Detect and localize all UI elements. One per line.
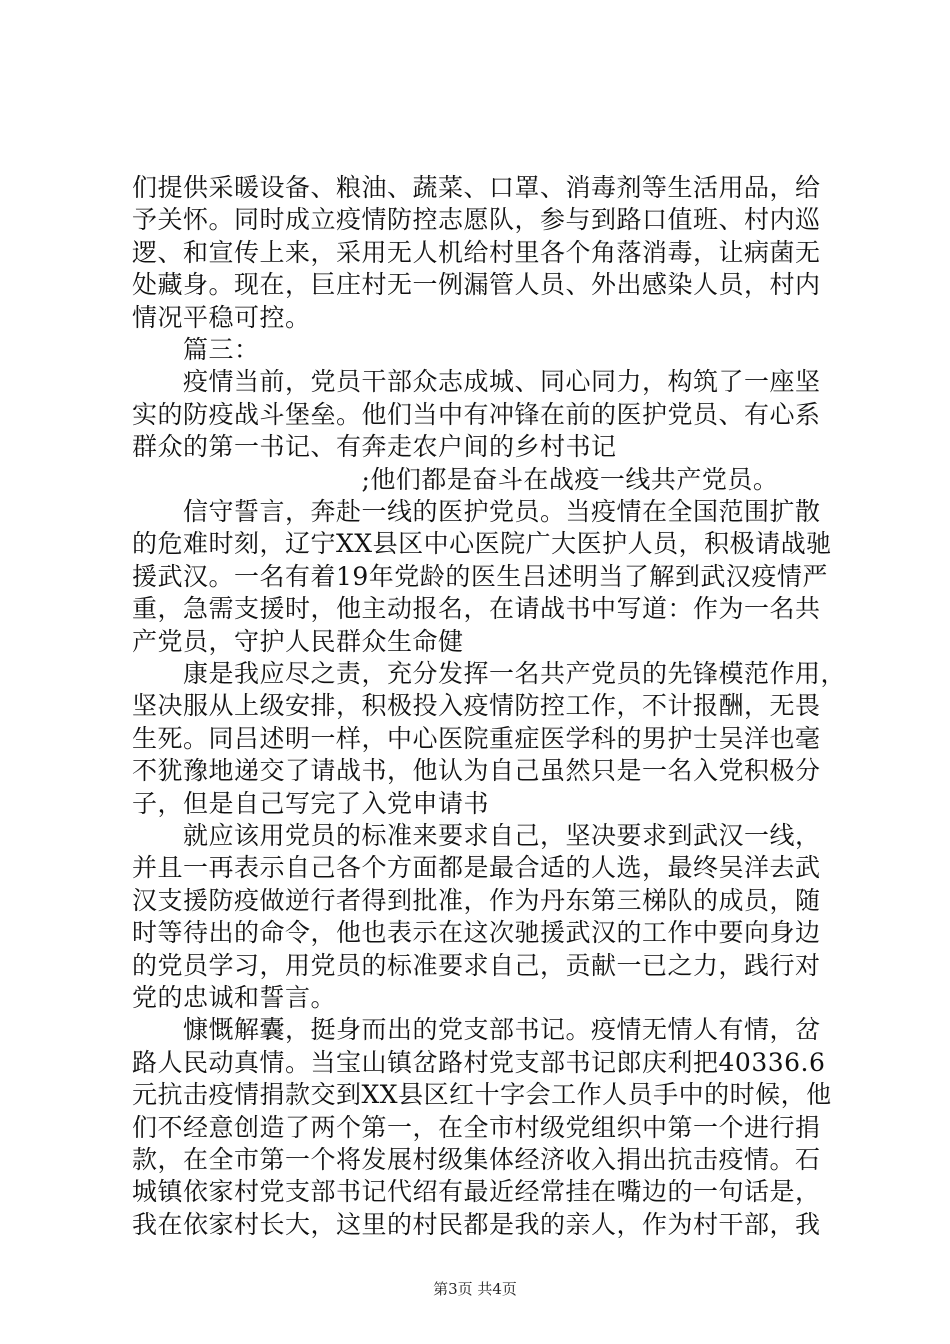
text-line: 党的忠诚和誓言。 [132,983,337,1012]
text-line: 子，但是自己写完了入党申请书 [132,788,490,818]
text-line: 汉支援防疫做逆行者得到批准，作为丹东第三梯队的成员，随 [132,885,821,915]
text-line: ;他们都是奋斗在战疫一线共产党员。 [132,464,779,494]
text-line: 不犹豫地递交了请战书，他认为自己虽然只是一名入党积极分 [132,756,821,786]
section-heading: 篇三： [132,335,260,364]
text-line: 就应该用党员的标准来要求自己，坚决要求到武汉一线， [132,821,821,850]
text-line: 信守誓言，奔赴一线的医护党员。当疫情在全国范围扩散 [132,497,821,526]
text-line: 路人民动真情。当宝山镇岔路村党支部书记郎庆利把40336.6 [132,1047,826,1077]
text-line: 款，在全市第一个将发展村级集体经济收入捐出抗击疫情。石 [132,1145,821,1174]
text-line: 援武汉。一名有着19年党龄的医生吕述明当了解到武汉疫情严 [132,561,828,591]
text-line: 实的防疫战斗堡垒。他们当中有冲锋在前的医护党员、有心系 [132,399,821,429]
text-line: 城镇依家村党支部书记代绍有最近经常挂在嘴边的一句话是， [132,1177,821,1207]
text-line: 逻、和宣传上来，采用无人机给村里各个角落消毒，让病菌无 [132,237,821,267]
page-footer: 第3页 共4页 [433,1280,517,1298]
text-line: 们不经意创造了两个第一，在全市村级党组织中第一个进行捐 [132,1112,821,1142]
text-line: 处藏身。现在，巨庄村无一例漏管人员、外出感染人员，村内 [132,270,821,300]
text-line: 时等待出的命令，他也表示在这次驰援武汉的工作中要向身边 [132,918,821,948]
text-line: 们提供采暖设备、粮油、蔬菜、口罩、消毒剂等生活用品，给 [132,173,821,202]
text-line: 予关怀。同时成立疫情防控志愿队，参与到路口值班、村内巡 [132,205,821,235]
text-line: 元抗击疫情捐款交到XX县区红十字会工作人员手中的时候，他 [132,1080,832,1110]
text-line: 慷慨解囊，挺身而出的党支部书记。疫情无情人有情，岔 [132,1015,821,1045]
text-line: 我在依家村长大，这里的村民都是我的亲人，作为村干部，我 [132,1209,821,1239]
text-line: 的党员学习，用党员的标准要求自己，贡献一已之力，践行对 [132,950,821,980]
text-line: 生死。同吕述明一样，中心医院重症医学科的男护士吴洋也毫 [132,723,821,753]
text-line: 情况平稳可控。 [132,302,311,332]
text-line: 坚决服从上级安排，积极投入疫情防控工作，不计报酬，无畏 [132,691,821,721]
text-line: 的危难时刻，辽宁XX县区中心医院广大医护人员，积极请战驰 [132,529,832,559]
text-line: 疫情当前，党员干部众志成城、同心同力，构筑了一座坚 [132,367,821,397]
text-line: 群众的第一书记、有奔走农户间的乡村书记 [132,432,617,462]
text-line: 产党员，守护人民群众生命健 [132,626,464,656]
text-line: 康是我应尽之责，充分发挥一名共产党员的先锋模范作用， [132,659,847,688]
text-line: 并且一再表示自己各个方面都是最合适的人选，最终吴洋去武 [132,853,821,883]
text-line: 重，急需支援时，他主动报名，在请战书中写道：作为一名共 [132,594,821,624]
